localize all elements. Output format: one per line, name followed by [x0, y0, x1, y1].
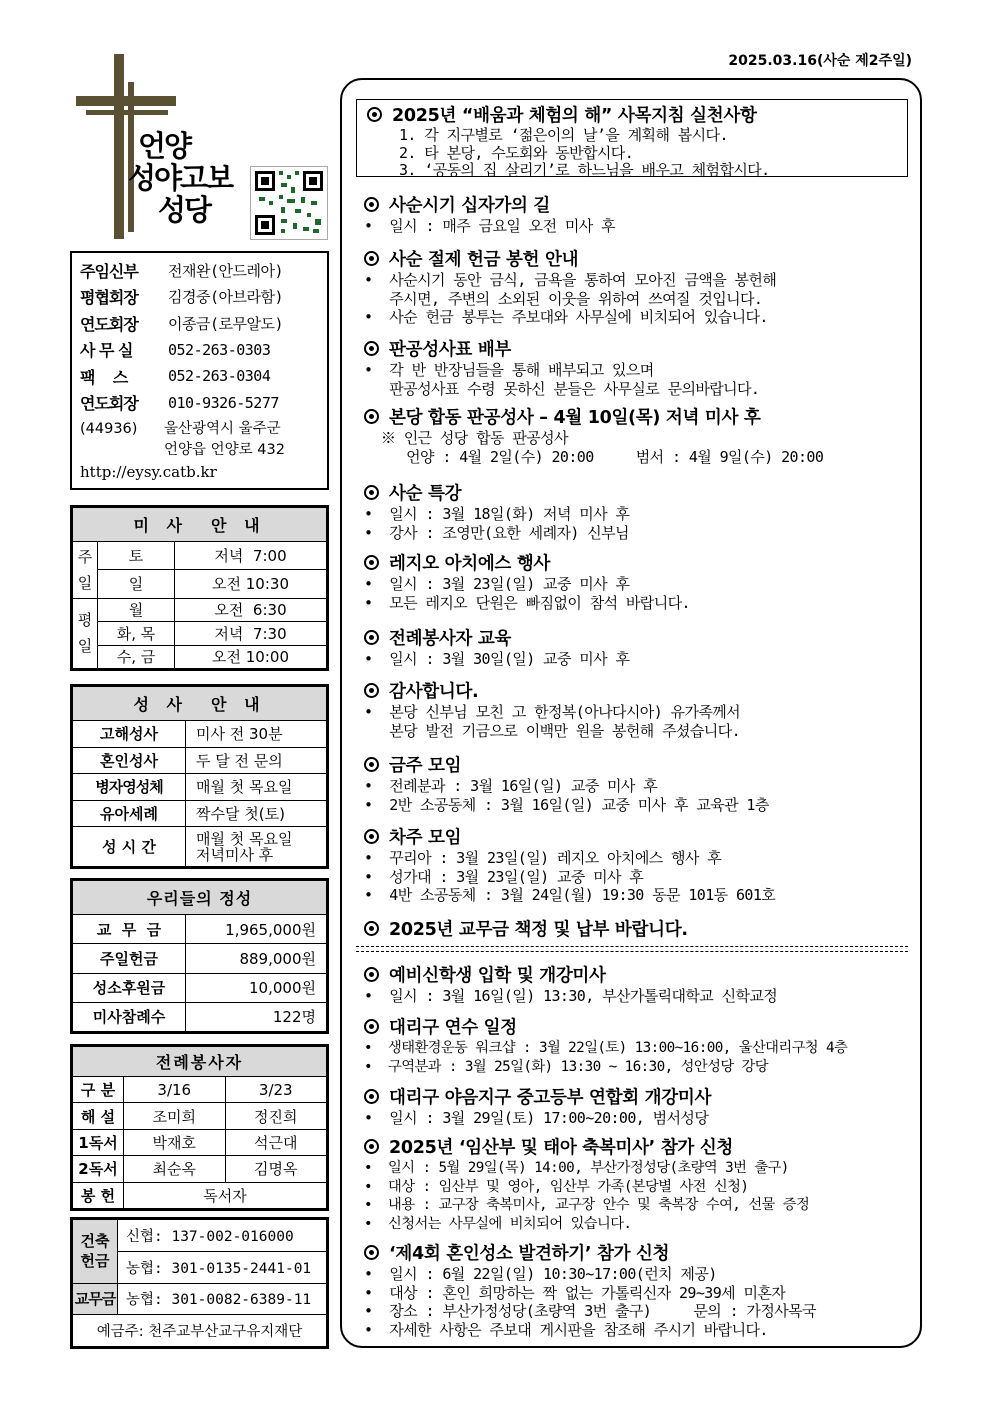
sacrament-value: 두 달 전 문의 — [186, 747, 327, 774]
mass-day: 수, 금 — [98, 645, 175, 669]
mass-time: 오전 6:30 — [175, 598, 327, 621]
info-row — [80, 284, 319, 311]
parish-name — [128, 130, 232, 226]
notice-title: 2025년 “배움과 체험의 해” 사목지침 실천사항 — [367, 102, 897, 127]
offering-value: 10,000원 — [186, 973, 327, 1002]
weekday-label: 평일 — [73, 598, 98, 668]
notice-line: • 4반 소공동체 : 3월 24일(월) 19:30 동문 101동 601호 — [364, 886, 776, 904]
notice-line: 언양 : 4월 2일(수) 20:00 범서 : 4월 9일(수) 20:00 — [364, 447, 824, 466]
notice-section — [364, 962, 919, 1006]
info-label: 평협회장 — [80, 288, 138, 308]
notice-line: 본당 발전 기금으로 이백만 원을 봉헌해 주셨습니다. — [364, 721, 740, 740]
address-line: 울산광역시 울주군 — [164, 421, 281, 437]
info-label: 주임신부 — [80, 261, 138, 281]
notice-section — [364, 480, 919, 542]
notice-title: 2025년 교무금 책정 및 납부 바랍니다. — [364, 916, 919, 941]
sacrament-value-line: 저녁미사 후 — [196, 845, 274, 864]
bullet-circle-icon — [364, 485, 379, 500]
bullet-circle-icon — [364, 683, 379, 698]
notice-title: 레지오 아치에스 행사 — [364, 550, 919, 575]
notice-line: • 대상 : 임산부 및 영아, 임산부 가족(본당별 사전 신청) — [364, 1178, 749, 1195]
notice-section — [364, 550, 919, 612]
notice-section — [364, 916, 919, 941]
info-label: 연도회장 — [80, 394, 138, 414]
bullet-circle-icon — [364, 197, 379, 212]
sacrament-label: 성 시 간 — [73, 827, 186, 867]
notice-section — [364, 824, 919, 905]
qr-code-icon[interactable] — [250, 166, 328, 240]
sacrament-value: 매월 첫 목요일 — [186, 774, 327, 801]
notice-title: 전례봉사자 교육 — [364, 625, 919, 650]
notice-line: • 일시 : 5월 29일(목) 14:00, 부산가정성당(초량역 3번 출구) — [364, 1160, 789, 1176]
notice-line: • 대상 : 혼인 희망하는 짝 없는 가톨릭신자 29~39세 미혼자 — [364, 1283, 786, 1302]
notice-section — [364, 678, 919, 740]
notice-line: • 신청서는 사무실에 비치되어 있습니다. — [364, 1215, 632, 1232]
notice-line: • 강사 : 조영만(요한 세례자) 신부님 — [364, 523, 629, 542]
notice-title: 금주 모임 — [364, 752, 919, 777]
mass-time: 저녁 7:30 — [175, 622, 327, 645]
info-label: 팩 스 — [80, 367, 128, 387]
altar-head: 구 분 — [73, 1077, 124, 1103]
notice-section — [364, 1084, 919, 1128]
info-row — [80, 257, 319, 284]
notice-line: • 일시 : 3월 23일(일) 교중 미사 후 — [364, 575, 630, 593]
notice-line: • 2반 소공동체 : 3월 16일(일) 교중 미사 후 교육관 1층 — [364, 795, 769, 814]
guideline-line: 2. 타 본당, 수도회와 동반합시다. — [399, 143, 634, 162]
account-number: 신협: 137-002-016000 — [118, 1220, 327, 1252]
notice-line: • 꾸리아 : 3월 23일(일) 레지오 아치에스 행사 후 — [364, 849, 722, 867]
postal-code: (44936) — [80, 421, 138, 437]
notice-title: 예비신학생 입학 및 개강미사 — [364, 962, 919, 987]
notice-title: 본당 합동 판공성사 – 4월 10일(목) 저녁 미사 후 — [364, 404, 919, 429]
altar-person: 조미희 — [124, 1103, 226, 1129]
sacraments-title: 성 사 안 내 — [73, 687, 327, 721]
altar-head: 3/23 — [225, 1077, 327, 1103]
sacrament-label: 고해성사 — [73, 721, 186, 748]
info-value: 052-263-0303 — [168, 340, 271, 359]
notice-line: • 일시 : 6월 22일(일) 10:30~17:00(런치 제공) — [364, 1265, 717, 1283]
notice-section — [364, 192, 919, 236]
notice-section — [364, 404, 919, 466]
altar-servers-title: 전례봉사자 — [73, 1047, 327, 1077]
bullet-circle-icon — [364, 757, 379, 772]
mass-day: 일 — [98, 570, 175, 598]
notice-section — [364, 1014, 919, 1076]
mass-schedule-table — [70, 505, 329, 671]
notice-title: 차주 모임 — [364, 824, 919, 849]
notice-title: 대리구 야음지구 중고등부 연합회 개강미사 — [364, 1084, 919, 1109]
bullet-circle-icon — [364, 630, 379, 645]
address — [80, 419, 319, 461]
info-value: 이종금(로무알도) — [168, 314, 283, 333]
notice-line: • 일시 : 3월 30일(일) 교중 미사 후 — [364, 650, 630, 668]
notice-line: • 생태환경운동 워크샵 : 3월 22일(토) 13:00~16:00, 울산대리구청 4층 — [364, 1040, 848, 1056]
altar-role: 해 설 — [73, 1103, 124, 1129]
bullet-circle-icon — [364, 341, 379, 356]
sacraments-table — [70, 684, 329, 869]
account-number: 농협: 301-0082-6389-11 — [118, 1283, 327, 1315]
notice-line: • 구역분과 : 3월 25일(화) 13:30 ~ 16:30, 성안성당 강당 — [364, 1058, 768, 1075]
sacrament-value: 짝수달 첫(토) — [186, 800, 327, 827]
altar-person: 독서자 — [124, 1182, 327, 1208]
notice-line: 판공성사표 수령 못하신 분들은 사무실로 문의바랍니다. — [364, 379, 760, 398]
notice-line: • 각 반 반장님들을 통해 배부되고 있으며 — [364, 361, 654, 379]
sacrament-label: 유아세례 — [73, 800, 186, 827]
offering-value: 889,000원 — [186, 944, 327, 973]
website-link[interactable]: http://eysy.catb.kr — [80, 463, 217, 481]
sacrament-value-line: 매월 첫 목요일 — [196, 829, 293, 848]
info-row — [80, 310, 319, 337]
notice-section — [364, 1240, 919, 1339]
bulletin-date: 2025.03.16(사순 제2주일) — [728, 53, 912, 69]
altar-person: 석근대 — [225, 1129, 327, 1155]
mass-time: 오전 10:30 — [175, 570, 327, 598]
notice-line: • 성가대 : 3월 23일(일) 교중 미사 후 — [364, 867, 644, 886]
notice-title: 사순 특강 — [364, 480, 919, 505]
notices-frame — [340, 78, 922, 1348]
parish-name-line: 성당 — [158, 193, 211, 227]
info-row — [80, 390, 319, 417]
notice-section — [364, 752, 919, 814]
notice-section — [364, 336, 919, 398]
notice-title: 대리구 연수 일정 — [364, 1014, 919, 1039]
offering-label: 성소후원금 — [73, 973, 186, 1002]
notice-line: • 일시 : 3월 29일(토) 17:00~20:00, 범서성당 — [364, 1109, 709, 1127]
bullet-circle-icon — [364, 409, 379, 424]
notice-title: 사순 절제 헌금 봉헌 안내 — [364, 246, 919, 271]
tithe-label: 교무금 — [73, 1283, 118, 1315]
mass-day: 월 — [98, 598, 175, 621]
notice-line: • 일시 : 매주 금요일 오전 미사 후 — [364, 217, 615, 235]
sacrament-value: 미사 전 30분 — [186, 721, 327, 748]
sacrament-value — [186, 827, 327, 867]
offering-label: 교 무 금 — [73, 915, 186, 944]
bullet-circle-icon — [364, 1019, 379, 1034]
bullet-circle-icon — [364, 1245, 379, 1260]
notice-line: • 일시 : 3월 18일(화) 저녁 미사 후 — [364, 505, 630, 523]
bullet-circle-icon — [364, 251, 379, 266]
bullet-circle-icon — [364, 1139, 379, 1154]
info-value: 010-9326-5277 — [168, 393, 279, 412]
sunday-label: 주일 — [73, 542, 98, 599]
bullet-circle-icon — [364, 921, 379, 936]
notice-title: 판공성사표 배부 — [364, 336, 919, 361]
notice-line: • 장소 : 부산가정성당(초량역 3번 출구) 문의 : 가정사목국 — [364, 1302, 816, 1320]
mass-schedule-title: 미 사 안 내 — [73, 508, 327, 542]
mass-day: 화, 목 — [98, 622, 175, 645]
address-line: 언양읍 언양로 432 — [164, 442, 285, 458]
altar-person: 최순옥 — [124, 1156, 226, 1182]
notice-title: 감사합니다. — [364, 678, 919, 703]
notice-line: 주시면, 주변의 소외된 이웃을 위하여 쓰여질 것입니다. — [364, 289, 763, 308]
notice-section — [364, 246, 919, 327]
altar-head: 3/16 — [124, 1077, 226, 1103]
notice-title: ‘제4회 혼인성소 발견하기’ 참가 신청 — [364, 1240, 919, 1265]
notice-section — [364, 1134, 919, 1233]
notice-line: • 사순시기 동안 금식, 금욕을 통하여 모아진 금액을 봉헌해 — [364, 271, 777, 289]
sacrament-label: 혼인성사 — [73, 747, 186, 774]
altar-servers-table — [70, 1044, 329, 1211]
notice-title: 사순시기 십자가의 길 — [364, 192, 919, 217]
info-value: 052-263-0304 — [168, 367, 271, 386]
pastoral-guideline-box — [356, 99, 908, 177]
notice-line: • 전례분과 : 3월 16일(일) 교중 미사 후 — [364, 777, 658, 795]
parish-name-line: 언양 — [138, 129, 191, 163]
guideline-line: 1. 각 지구별로 ‘젊은이의 날’을 계획해 봅시다. — [399, 126, 728, 144]
altar-role: 봉 헌 — [73, 1182, 124, 1208]
notice-line: • 사순 헌금 봉투는 주보대와 사무실에 비치되어 있습니다. — [364, 308, 768, 326]
altar-role: 1독서 — [73, 1129, 124, 1155]
offering-value: 1,965,000원 — [186, 915, 327, 944]
offering-value: 122명 — [186, 1002, 327, 1031]
building-fund-label: 건축헌금 — [73, 1220, 118, 1284]
info-value: 전재완(안드레아) — [168, 261, 283, 280]
bullet-circle-icon — [364, 1089, 379, 1104]
mass-time: 오전 10:00 — [175, 645, 327, 669]
info-label: 연도회장 — [80, 314, 138, 334]
altar-person: 박재호 — [124, 1129, 226, 1155]
section-divider — [356, 946, 908, 952]
info-row — [80, 363, 319, 390]
bullet-circle-icon — [364, 555, 379, 570]
offering-label: 주일헌금 — [73, 944, 186, 973]
bank-accounts-table — [70, 1217, 329, 1349]
notice-line: • 본당 신부님 모친 고 한정복(아나다시아) 유가족께서 — [364, 703, 740, 721]
account-number: 농협: 301-0135-2441-01 — [118, 1251, 327, 1283]
notice-line: ※ 인근 성당 합동 판공성사 — [364, 429, 568, 447]
bullet-circle-icon — [367, 107, 382, 122]
parish-name-line: 성야고보 — [128, 161, 233, 195]
altar-role: 2독서 — [73, 1156, 124, 1182]
altar-person: 정진희 — [225, 1103, 327, 1129]
mass-time: 저녁 7:00 — [175, 542, 327, 570]
mass-day: 토 — [98, 542, 175, 570]
sacrament-label: 병자영성체 — [73, 774, 186, 801]
notice-title: 2025년 ‘임산부 및 태아 축복미사’ 참가 신청 — [364, 1134, 919, 1159]
offering-table — [70, 878, 329, 1034]
notice-section — [364, 625, 919, 669]
info-row — [80, 337, 319, 364]
bullet-circle-icon — [364, 829, 379, 844]
offering-label: 미사참례수 — [73, 1002, 186, 1031]
altar-person: 김명옥 — [225, 1156, 327, 1182]
notice-line: • 모든 레지오 단원은 빠짐없이 참석 바랍니다. — [364, 593, 690, 612]
notice-line: • 내용 : 교구장 축복미사, 교구장 안수 및 축복장 수여, 선물 증정 — [364, 1197, 810, 1213]
info-label: 사 무 실 — [80, 341, 133, 361]
bullet-circle-icon — [364, 967, 379, 982]
guideline-line: 3. ‘공동의 집 살리기’로 하느님을 배우고 체험합시다. — [399, 161, 770, 179]
notice-line: • 일시 : 3월 16일(일) 13:30, 부산가톨릭대학교 신학교정 — [364, 987, 778, 1005]
account-holder: 예금주: 천주교부산교구유지재단 — [73, 1315, 327, 1347]
info-value: 김경중(아브라함) — [168, 288, 283, 307]
offering-title: 우리들의 정성 — [73, 881, 327, 915]
notice-line: • 자세한 사항은 주보대 게시판을 참조해 주시기 바랍니다. — [364, 1320, 768, 1339]
parish-info-box — [70, 251, 329, 490]
